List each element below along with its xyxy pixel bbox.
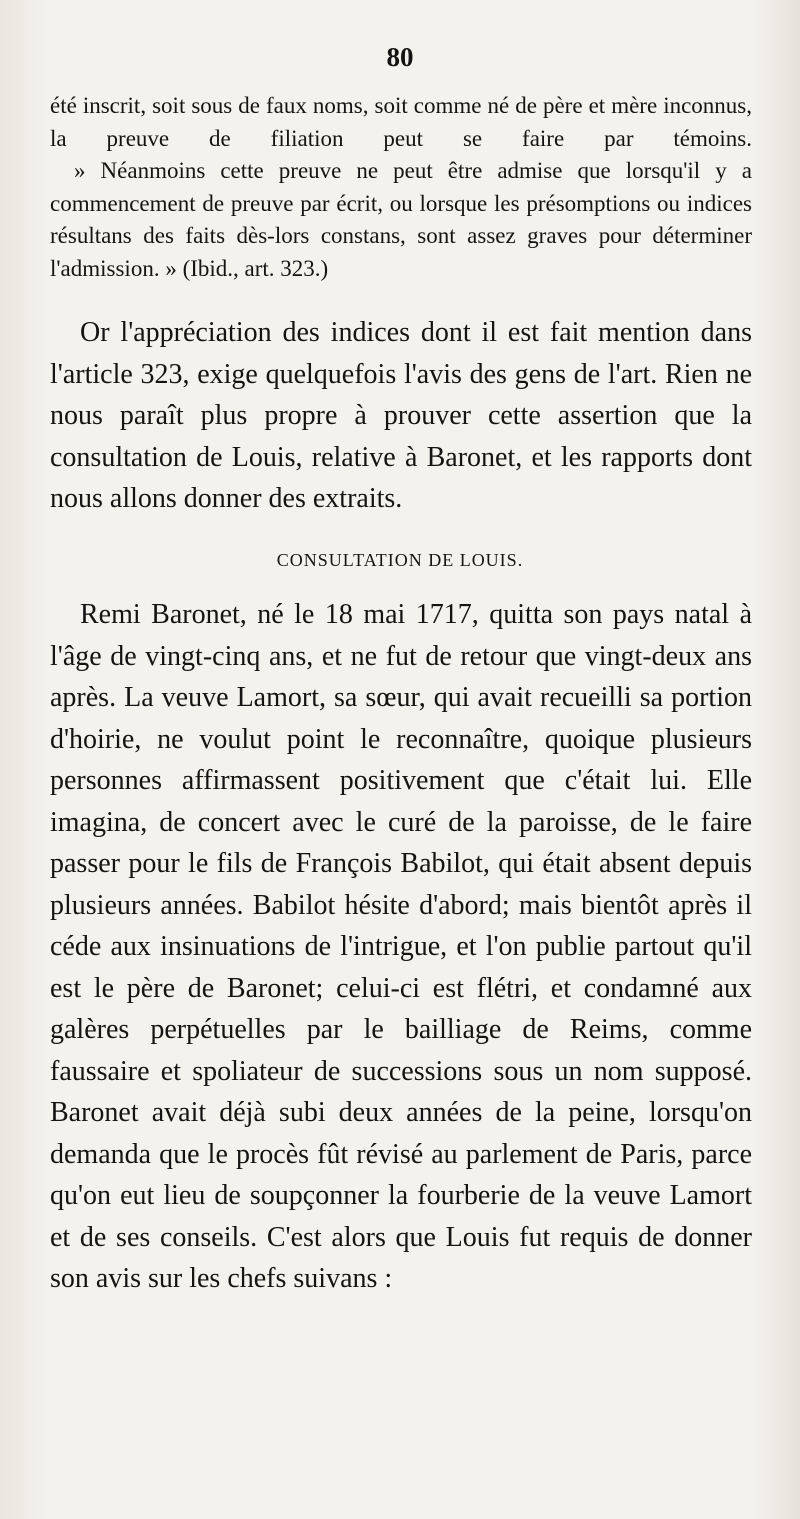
section-heading: CONSULTATION DE LOUIS. [276,550,524,570]
page-number: 80 [386,42,414,72]
body-text-1 [50,312,752,520]
body-paragraph-2: Remi Baronet, né le 18 mai 1717, quitta son pays natal à l'âge de vingt-cinq ans, et ne fut de retour que vingt-deux ans après. La veuve Lamort, sa sœur, qui avait recueilli sa portion d'hoirie, ne voulut point le reconnaître, quoique plusieurs personnes affirmassent positivement que c'était lui. Elle imagina, de concert avec le curé de la paroisse, de le faire passer pour le fils de François Babilot, qui était absent depuis plusieurs années. Babilot hésite d'abord; mais bientôt après il céde aux insinuations de l'intrigue, et l'on publie partout qu'il est le père de Baronet; celui-ci est flétri, et condamné aux galères perpétuelles par le bailliage de Reims, comme faussaire et spoliateur de successions sous un nom supposé. Baronet avait déjà subi deux années de la peine, lorsqu'on demanda que le procès fût révisé au parlement de Paris, parce qu'on eut lieu de soupçonner la fourberie de la veuve Lamort et de ses conseils. C'est alors que Louis fut requis de donner son avis sur les chefs suivans : [50,599,752,1294]
body-paragraph-1: Or l'appréciation des indices dont il est fait mention dans l'article 323, exige quelquefois l'avis des gens de l'art. Rien ne nous paraît plus propre à prouver cette assertion que la consultation de Louis, relative à Baronet, et les rapports dont nous allons donner des extraits. [50,317,752,514]
body-text-2 [50,594,752,1300]
intro-text [50,90,752,285]
intro-paragraph-1: été inscrit, soit sous de faux noms, soit comme né de père et mère inconnus, la preuve de filiation peut se faire par témoins. [50,93,752,151]
intro-paragraph-2: » Néanmoins cette preuve ne peut être admise que lorsqu'il y a commencement de preuve par écrit, ou lorsque les présomptions ou indices résultans des faits dès-lors constans, sont assez graves pour déterminer l'admission. » (Ibid., art. 323.) [50,158,752,281]
